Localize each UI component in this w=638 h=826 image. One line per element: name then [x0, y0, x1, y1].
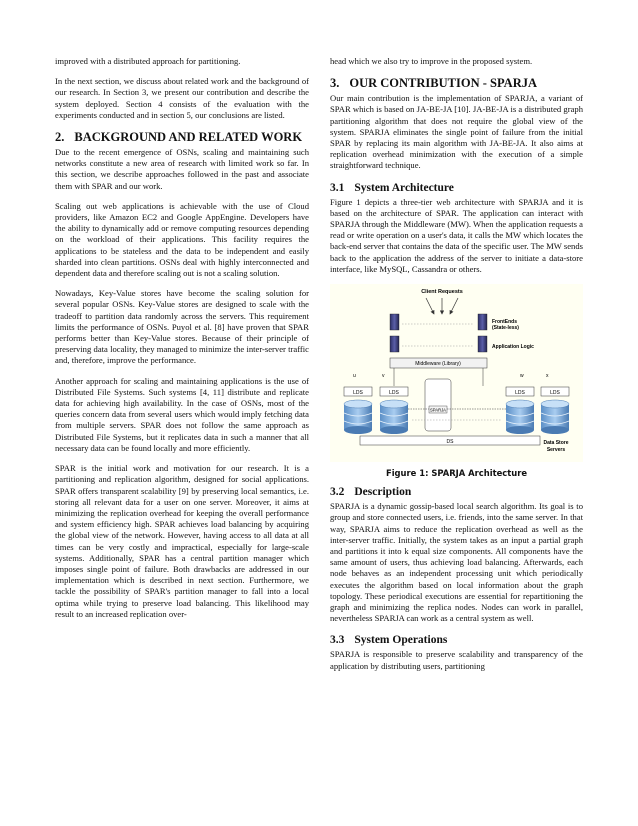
lds-label: LDS	[550, 390, 560, 397]
subsection-number: 3.2	[330, 486, 345, 499]
node-u-label: u	[353, 373, 356, 380]
sparja-box	[425, 379, 451, 431]
paragraph: head which we also try to improve in the proposed system.	[330, 56, 533, 66]
left-column	[55, 56, 309, 620]
subsection-title: System Architecture	[354, 181, 454, 194]
lds-label: LDS	[353, 390, 363, 397]
client-requests-label: Client Requests	[421, 289, 463, 296]
paragraph: Another approach for scaling and maintaining applications is the use of Distributed File Systems. Such systems [4, 11] distribute and replicate data for achieving high availability. In the case of OSNs, most of the queries concern data from several users which would imply fetching data from multiple servers. SPAR does not follow the same approach as Distributed File Systems, but it replicates data in such a manner that all necessary data can be found locally and more efficiently.	[55, 375, 309, 453]
paragraph: SPAR is the initial work and motivation for our research. It is a partitioning and replication algorithm, designed for social applications. SPAR offers transparent scalability [9] by preserving local semantics, i.e. storing all relevant data for a user on one server. Moreover, it aims at minimizing the replication overhead for keeping the overall performance and system efficiency high. SPAR achieves load balancing by acquiring the global view of the network. However, having access to all data at all times can be very costly and impractical, especially for large-scale systems. Additionally, SPAR has a central partition manager which imposes single point of failure. Both drawbacks are addressed in our implementation which is described in next section. Furthermore, we tackle the possibility of SPAR's partition manager to fall into a local optima while trying to preserve load balancing. This likelihood may result to an increased replication over-	[55, 463, 309, 619]
section-heading	[55, 130, 309, 145]
node-x-label: x	[546, 373, 549, 380]
subsection-title: Description	[354, 486, 412, 499]
paragraph: Nowadays, Key-Value stores have become the scaling solution for several popular OSNs. Key-Value stores are designed to scale with the tradeoff to partition data randomly across the servers. This requirement limits the performance of OSNs. Puyol et al. [8] have proven that SPAR performs better than Key-Value stores. Because of their principle of preserving data locality, they managed to minimize the inter-server traffic and, therefore, improve the performance.	[55, 288, 309, 366]
application-logic-label: Application Logic	[492, 344, 534, 351]
section-number: 3.	[330, 76, 340, 91]
section-title: BACKGROUND AND RELATED WORK	[74, 130, 303, 145]
subsection-heading	[330, 181, 583, 195]
node-v-label: v	[382, 373, 385, 380]
database-icon	[541, 400, 569, 434]
node-w-label: w	[520, 373, 524, 380]
ds-label: DS	[446, 439, 454, 446]
section-title: OUR CONTRIBUTION - SPARJA	[349, 76, 538, 91]
data-store-label: Data Store	[543, 440, 569, 447]
lds-label: LDS	[389, 390, 399, 397]
server-icon	[478, 314, 487, 330]
paragraph: SPARJA is responsible to preserve scalability and transparency of the application by distributing users, partitioning	[330, 649, 583, 671]
sparja-label: SPARJA	[430, 407, 446, 413]
subsection-title: System Operations	[354, 634, 448, 647]
server-icon	[390, 314, 399, 330]
server-icon	[390, 336, 399, 352]
data-store-servers-label: Servers	[546, 447, 566, 454]
paragraph: Due to the recent emergence of OSNs, scaling and maintaining such networks constitute a new area of research with limited work so far. In this section, we describe approaches followed in the past and associate them with SPAR and our work.	[55, 147, 309, 191]
subsection-heading	[330, 633, 583, 647]
subsection-heading	[330, 485, 583, 499]
paragraph: Our main contribution is the implementation of SPARJA, a variant of SPAR which is based on JA-BE-JA [10]. JA-BE-JA is a distributed graph partitioning algorithm that does not require the global view of the system. SPARJA eliminates the single point of failure from the initial SPAR by replacing its main algorithm with JA-BE-JA. It also aims at replication overhead minimization with the execution of a simple straightforward technique.	[330, 93, 583, 171]
paragraph: SPARJA is a dynamic gossip-based local search algorithm. Its goal is to group and store connected users, i.e. friends, into the same server. In that way, SPARJA aims to reduce the replication overhead as well as the inter-server traffic. Initially, the system takes as an input a partial graph and partitions it into k equal size components. All components have the same amount of users, thus achieving load balancing. Afterwards, each node behaves as an independent processing unit which periodically executes the algorithm based on local information about the graph topology. These periodical executions are essential for repartitioning the graph and minimizing the replica nodes. Nodes can work in parallel, nevertheless SPARJA can work as a central system as well.	[330, 501, 583, 624]
paragraph: Figure 1 depicts a three-tier web architecture with SPARJA and it is based on the architecture of SPAR. The application can interact with SPARJA through the Middleware (MW). When the application requests a read or write operation on a user's data, it calls the MW which locates the back-end server that contains the data of the specific user. The MW sends back to the application the address of the server to initiate a data-store interface, like MySQL, Cassandra or others.	[330, 196, 583, 274]
middleware-label: Middleware (Library)	[415, 361, 461, 368]
database-icon	[344, 400, 372, 434]
subsection-number: 3.1	[330, 181, 345, 194]
section-number: 2.	[55, 130, 65, 145]
paragraph: Scaling out web applications is achievable with the use of Cloud providers, like Amazon EC2 and Google AppEngine. Developers have the ability to dynamically add or remove computing resources depending on the workload of their applications. This facility requires the applications to be stateless and the data to be independent and easily sharded into clean partitions. OSNs deal with highly interconnected and dependent data and therefore scaling out is not a scaling solution.	[55, 200, 309, 279]
database-icon	[380, 400, 408, 434]
server-icon	[478, 336, 487, 352]
paragraph: In the next section, we discuss about related work and the background of our research. In Section 3, we present our contribution and describe the system deployed. Section 4 consists of the evaluation with the experiments conducted and in section 5, our conclusions are listed.	[55, 76, 309, 120]
paragraph: improved with a distributed approach for partitioning.	[55, 56, 241, 66]
architecture-diagram	[330, 284, 583, 462]
database-icon	[506, 400, 534, 434]
architecture-figure	[330, 284, 583, 462]
figure-caption: Figure 1: SPARJA Architecture	[385, 468, 528, 479]
section-heading	[330, 76, 583, 91]
lds-label: LDS	[515, 390, 525, 397]
frontends-label: FrontEnds	[492, 319, 517, 326]
subsection-number: 3.3	[330, 634, 345, 647]
frontends-stateless-label: (State-less)	[492, 325, 519, 332]
right-column	[330, 56, 583, 672]
